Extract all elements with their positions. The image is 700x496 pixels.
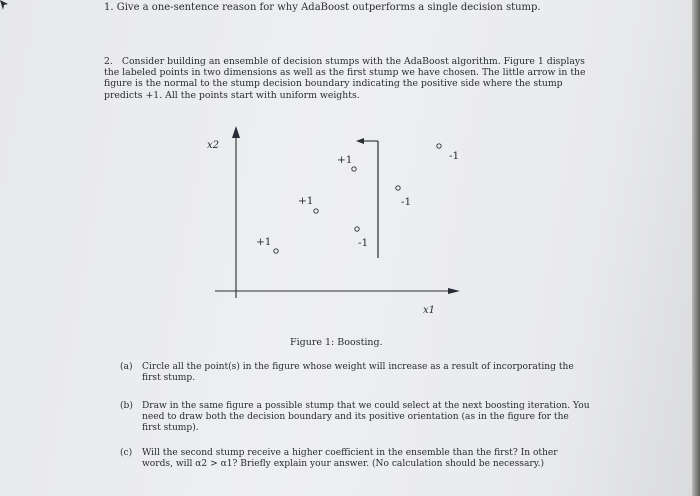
point-plus-middle xyxy=(298,195,318,213)
question-1 xyxy=(104,2,541,13)
point-plus-top xyxy=(337,154,356,171)
question-2-text: Consider building an ensemble of decision stumps with the AdaBoost algorithm. Figure 1 displays the labeled points in two dimensions as well as the first stump we have chosen. The little arrow in the figure is the normal to the stump decision boundary indicating the positive side where the stump predicts +1. All the points start with uniform weights. xyxy=(104,56,586,101)
part-b-text: Draw in the same figure a possible stump that we could select at the next boosting iteration. You need to draw both the decision boundary and its positive orientation (as in the figure for the first stump). xyxy=(142,401,590,433)
x-axis-label: x1 xyxy=(423,305,436,316)
part-b xyxy=(120,401,590,434)
point-marker xyxy=(437,144,441,148)
question-2 xyxy=(104,56,588,101)
point-minus-right xyxy=(396,186,411,208)
part-c-text: Will the second stump receive a higher coefficient in the ensemble than the first? In other words, will α2 > α1? Briefly explain your answer. (No calculation should be necessary.) xyxy=(142,448,558,469)
point-minus-center xyxy=(355,227,368,249)
question-1-text: Give a one-sentence reason for why AdaBoost outperforms a single decision stump. xyxy=(116,2,541,13)
point-marker xyxy=(355,227,359,231)
question-2-number: 2. xyxy=(104,56,113,67)
part-a-text: Circle all the point(s) in the figure whose weight will increase as a result of incorporating the first stump. xyxy=(142,362,574,383)
point-label: +1 xyxy=(337,154,353,166)
point-marker xyxy=(396,186,400,190)
stump-normal-arrowhead xyxy=(356,138,364,144)
point-label: -1 xyxy=(449,150,460,162)
point-label: -1 xyxy=(401,196,412,208)
point-plus-left xyxy=(256,236,278,253)
point-marker xyxy=(352,167,356,171)
page-edge-shadow xyxy=(692,0,700,496)
part-a-tag: (a) xyxy=(120,362,133,372)
y-axis-label: x2 xyxy=(207,140,220,151)
part-c-tag: (c) xyxy=(120,448,133,458)
point-label: +1 xyxy=(256,236,272,248)
part-c xyxy=(120,448,590,470)
point-label: -1 xyxy=(358,237,369,249)
y-axis-arrowhead xyxy=(232,126,240,138)
figure-caption: Figure 1: Boosting. xyxy=(290,337,383,348)
question-1-number: 1. xyxy=(104,2,114,13)
point-marker xyxy=(314,209,318,213)
pen-mark-icon xyxy=(0,0,8,10)
part-a xyxy=(120,362,590,384)
point-label: +1 xyxy=(298,195,314,207)
point-minus-top-right xyxy=(437,144,459,162)
point-marker xyxy=(274,249,278,253)
x-axis-arrowhead xyxy=(448,288,460,294)
part-b-tag: (b) xyxy=(120,401,133,411)
